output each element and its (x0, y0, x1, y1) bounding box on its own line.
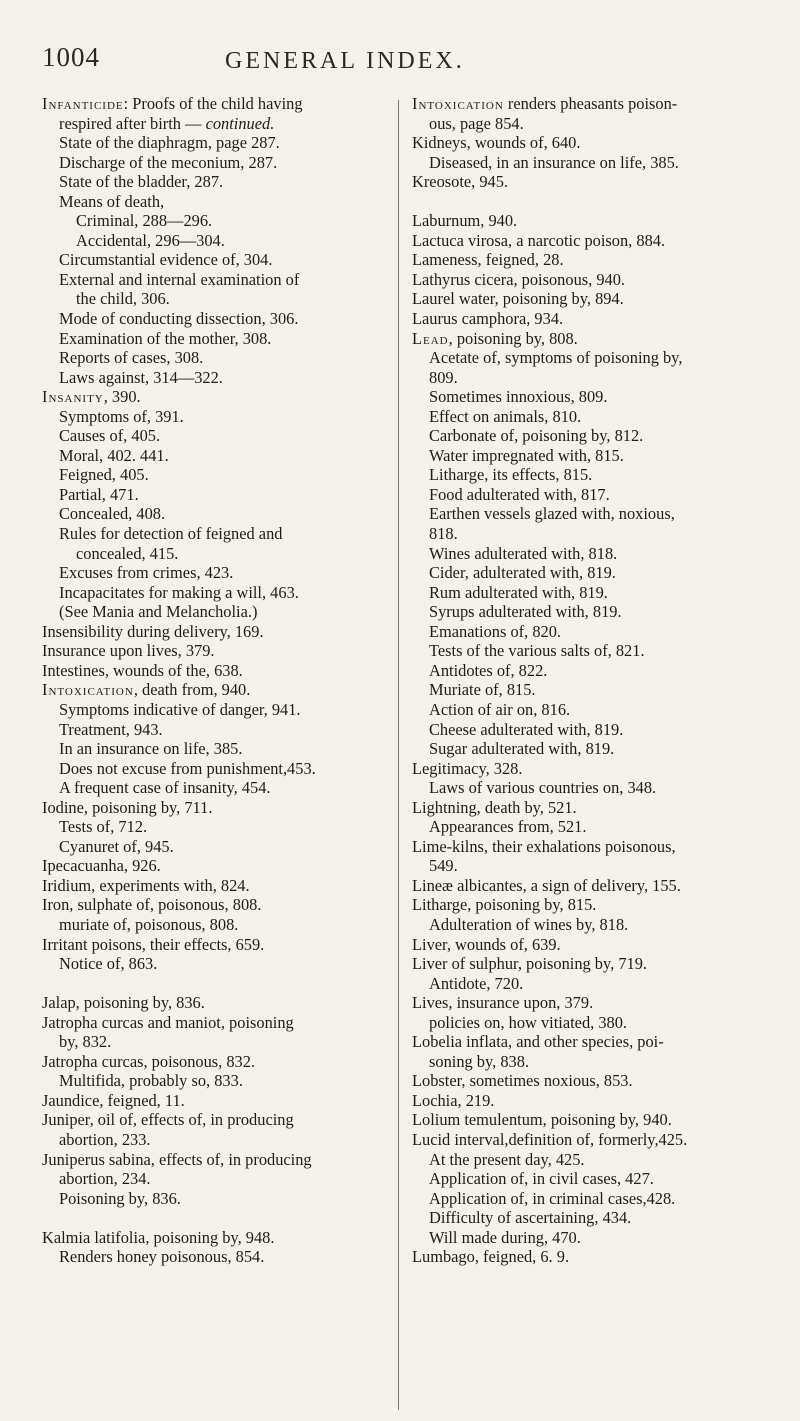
index-entry (42, 837, 388, 857)
index-entry (42, 661, 388, 681)
index-entry-text: Litharge, poisoning by, 815. (412, 895, 597, 915)
index-entry-text: Renders honey poisonous, 854. (59, 1247, 265, 1267)
index-entry-text: Laurel water, poisoning by, 894. (412, 289, 624, 309)
index-entry-text: Does not excuse from punishment,453. (59, 758, 316, 778)
index-entry (42, 544, 388, 564)
index-entry (42, 94, 388, 114)
index-entry-text: Sometimes innoxious, 809. (429, 387, 608, 407)
index-entry (412, 602, 782, 622)
index-entry (42, 563, 388, 583)
index-entry (42, 1169, 388, 1189)
index-entry-text: Laws of various countries on, 348. (429, 778, 657, 798)
index-entry (42, 876, 388, 896)
index-entry-text: Lolium temulentum, poisoning by, 940. (412, 1110, 672, 1130)
index-entry (412, 485, 782, 505)
index-entry (42, 387, 388, 407)
index-entry-text: Jatropha curcas and maniot, poisoning (42, 1012, 294, 1032)
index-entry (412, 1150, 782, 1170)
index-entry (412, 1228, 782, 1248)
index-entry-text: muriate of, poisonous, 808. (59, 914, 239, 934)
index-entry (42, 289, 388, 309)
index-entry (42, 954, 388, 974)
index-entry-text: policies on, how vitiated, 380. (429, 1012, 628, 1032)
index-entry-text: renders pheasants poison- (503, 94, 678, 113)
index-entry-text: Iron, sulphate of, poisonous, 808. (42, 895, 262, 915)
index-entry-text: , death from, 940. (133, 680, 251, 700)
index-entry-text: (See Mania and Melancholia.) (59, 602, 258, 622)
index-entry (42, 1052, 388, 1072)
index-entry (412, 211, 782, 231)
index-entry-text: Food adulterated with, 817. (429, 484, 610, 504)
index-entry (42, 192, 388, 212)
index-entry (42, 1071, 388, 1091)
index-entry-text: Tests of, 712. (59, 817, 148, 837)
index-entry-text: concealed, 415. (76, 543, 179, 563)
index-entry (412, 407, 782, 427)
index-entry-text: Lobster, sometimes noxious, 853. (412, 1071, 633, 1091)
index-entry (412, 1013, 782, 1033)
index-entry-text: Lime-kilns, their exhalations poisonous, (412, 836, 676, 856)
index-entry (42, 426, 388, 446)
index-entry (42, 935, 388, 955)
index-entry (412, 993, 782, 1013)
index-entry-text: abortion, 234. (59, 1169, 151, 1189)
index-entry-text: Litharge, its effects, 815. (429, 465, 593, 485)
index-entry (42, 133, 388, 153)
index-entry-text: Laburnum, 940. (412, 211, 518, 231)
index-entry (412, 1052, 782, 1072)
index-entry (42, 817, 388, 837)
index-entry-text: 818. (429, 524, 458, 544)
index-entry (412, 446, 782, 466)
index-entry-text: Cheese adulterated with, 819. (429, 719, 624, 739)
index-entry (42, 680, 388, 700)
index-entry-text: State of the diaphragm, page 287. (59, 133, 280, 153)
index-entry (42, 1150, 388, 1170)
index-entry (42, 368, 388, 388)
section-gap (412, 192, 782, 212)
index-entry-text: Insurance upon lives, 379. (42, 641, 215, 661)
index-heading: Intoxication (42, 680, 134, 700)
index-entry (42, 856, 388, 876)
index-entry-text: Carbonate of, poisoning by, 812. (429, 426, 644, 446)
index-entry (42, 465, 388, 485)
index-entry (412, 915, 782, 935)
index-entry (412, 368, 782, 388)
index-entry (42, 270, 388, 290)
index-entry (412, 661, 782, 681)
index-entry-text: Iridium, experiments with, 824. (42, 875, 250, 895)
index-entry-text: Kalmia latifolia, poisoning by, 948. (42, 1227, 275, 1247)
index-entry-text: Lathyrus cicera, poisonous, 940. (412, 269, 626, 289)
index-entry (42, 250, 388, 270)
index-entry (412, 1189, 782, 1209)
index-entry-text: Multifida, probably so, 833. (59, 1071, 243, 1091)
index-entry-text: Earthen vessels glazed with, noxious, (429, 504, 675, 524)
index-entry-text: Water impregnated with, 815. (429, 445, 624, 465)
index-entry-text: Acetate of, symptoms of poisoning by, (429, 348, 683, 368)
index-entry (412, 680, 782, 700)
index-entry (412, 622, 782, 642)
index-entry (42, 720, 388, 740)
index-entry-text: 809. (429, 367, 458, 387)
index-entry (412, 856, 782, 876)
index-entry (42, 602, 388, 622)
index-entry (412, 895, 782, 915)
index-entry (412, 544, 782, 564)
index-entry-text: Juniper, oil of, effects of, in producing (42, 1110, 294, 1130)
index-entry-text: Causes of, 405. (59, 426, 161, 446)
index-entry-text: Kidneys, wounds of, 640. (412, 133, 581, 153)
index-entry (42, 114, 388, 134)
index-entry (412, 720, 782, 740)
index-entry (42, 407, 388, 427)
index-entry (412, 94, 782, 114)
index-entry (412, 1169, 782, 1189)
index-entry (412, 954, 782, 974)
index-entry (412, 114, 782, 134)
index-entry-text: Rules for detection of feigned and (59, 524, 283, 544)
index-entry (412, 465, 782, 485)
index-entry (412, 387, 782, 407)
index-entry (412, 1091, 782, 1111)
index-entry (42, 641, 388, 661)
index-entry-text: , 390. (103, 387, 141, 407)
left-index-column (42, 94, 388, 1267)
index-entry-text: Kreosote, 945. (412, 172, 509, 192)
index-entry-text: Insensibility during delivery, 169. (42, 621, 264, 641)
index-entry-text: respired after birth — (59, 113, 206, 133)
index-entry-text: Discharge of the meconium, 287. (59, 152, 278, 172)
index-entry-text: State of the bladder, 287. (59, 172, 224, 192)
index-entry (412, 935, 782, 955)
index-entry (412, 153, 782, 173)
index-entry (42, 895, 388, 915)
index-entry (412, 1032, 782, 1052)
index-entry (42, 524, 388, 544)
index-entry (42, 1032, 388, 1052)
index-entry-text: Criminal, 288—296. (76, 211, 213, 231)
index-entry-text: Moral, 402. 441. (59, 445, 169, 465)
index-entry (412, 289, 782, 309)
index-entry-text: Legitimacy, 328. (412, 758, 523, 778)
index-entry (412, 270, 782, 290)
index-entry (412, 641, 782, 661)
index-entry-text: Lactuca virosa, a narcotic poison, 884. (412, 230, 666, 250)
page-header (0, 42, 800, 82)
index-entry (42, 622, 388, 642)
index-entry-text: External and internal examination of (59, 269, 300, 289)
index-entry-text: Mode of conducting dissection, 306. (59, 309, 299, 329)
index-entry-text: Juniperus sabina, effects of, in producing (42, 1149, 312, 1169)
index-entry (42, 583, 388, 603)
index-entry-text: Partial, 471. (59, 484, 139, 504)
index-entry-text: Treatment, 943. (59, 719, 163, 739)
index-entry-text: Circumstantial evidence of, 304. (59, 250, 273, 270)
index-entry (412, 231, 782, 251)
index-entry (42, 1091, 388, 1111)
index-entry-text: Poisoning by, 836. (59, 1188, 181, 1208)
index-entry-text: : Proofs of the child having (123, 94, 303, 113)
index-entry-text: Effect on animals, 810. (429, 406, 582, 426)
index-entry (42, 1013, 388, 1033)
index-entry-text: by, 832. (59, 1032, 112, 1052)
index-entry (42, 309, 388, 329)
index-entry-text: Laws against, 314—322. (59, 367, 223, 387)
index-entry-text: Antidotes of, 822. (429, 660, 548, 680)
index-entry-text: abortion, 233. (59, 1129, 151, 1149)
index-entry (412, 798, 782, 818)
index-entry (42, 172, 388, 192)
index-entry (42, 446, 388, 466)
index-entry (42, 915, 388, 935)
index-entry (42, 231, 388, 251)
index-entry (412, 583, 782, 603)
index-entry (42, 993, 388, 1013)
index-entry-text: Action of air on, 816. (429, 699, 571, 719)
column-divider (398, 100, 399, 1410)
index-entry-text: Symptoms of, 391. (59, 406, 184, 426)
index-entry (42, 1130, 388, 1150)
index-entry-text: Adulteration of wines by, 818. (429, 914, 629, 934)
index-entry (42, 211, 388, 231)
index-entry-text: Cider, adulterated with, 819. (429, 563, 616, 583)
index-entry-text: Jalap, poisoning by, 836. (42, 993, 205, 1013)
index-entry-text: Diseased, in an insurance on life, 385. (429, 152, 679, 172)
index-entry (42, 504, 388, 524)
index-entry-text: A frequent case of insanity, 454. (59, 778, 271, 798)
index-entry (412, 1071, 782, 1091)
index-entry-text: Syrups adulterated with, 819. (429, 602, 622, 622)
index-entry-text: Lobelia inflata, and other species, poi- (412, 1032, 664, 1052)
index-entry-text: At the present day, 425. (429, 1149, 585, 1169)
index-entry (412, 974, 782, 994)
index-entry-text: Iodine, poisoning by, 711. (42, 797, 213, 817)
index-entry (412, 504, 782, 524)
index-entry-text: In an insurance on life, 385. (59, 739, 243, 759)
index-entry-text: Muriate of, 815. (429, 680, 536, 700)
index-entry-text: Emanations of, 820. (429, 621, 562, 641)
index-entry-text: Jatropha curcas, poisonous, 832. (42, 1051, 256, 1071)
index-entry-text: Wines adulterated with, 818. (429, 543, 618, 563)
index-entry (412, 563, 782, 583)
index-entry-text: Concealed, 408. (59, 504, 166, 524)
index-entry-text: Incapacitates for making a will, 463. (59, 582, 299, 602)
index-entry-text: Symptoms indicative of danger, 941. (59, 699, 301, 719)
index-entry (412, 250, 782, 270)
index-heading: Infanticide (42, 94, 124, 113)
index-entry-text: Liver, wounds of, 639. (412, 934, 561, 954)
index-entry (42, 348, 388, 368)
index-entry-text: Lumbago, feigned, 6. 9. (412, 1247, 570, 1267)
index-entry (42, 153, 388, 173)
index-entry (42, 485, 388, 505)
index-entry (412, 1208, 782, 1228)
index-entry (412, 778, 782, 798)
index-entry (42, 739, 388, 759)
section-gap (42, 974, 388, 994)
index-entry (412, 172, 782, 192)
index-entry-text: Irritant poisons, their effects, 659. (42, 934, 265, 954)
index-entry (412, 309, 782, 329)
index-entry-text: Lives, insurance upon, 379. (412, 993, 594, 1013)
index-entry-text: Laurus camphora, 934. (412, 309, 564, 329)
index-entry-text: soning by, 838. (429, 1051, 530, 1071)
index-heading: Lead (412, 328, 449, 348)
index-entry-text: Cyanuret of, 945. (59, 836, 174, 856)
index-entry-text: Application of, in civil cases, 427. (429, 1169, 654, 1189)
index-entry (412, 876, 782, 896)
index-entry-text: Examination of the mother, 308. (59, 328, 272, 348)
index-entry-text: Lineæ albicantes, a sign of delivery, 155. (412, 875, 681, 895)
index-entry-text: Tests of the various salts of, 821. (429, 641, 645, 661)
index-entry-text: Difficulty of ascertaining, 434. (429, 1208, 632, 1228)
index-heading: Insanity (42, 387, 104, 407)
continued-note: continued. (205, 113, 275, 133)
index-entry (412, 329, 782, 349)
index-entry-text: Feigned, 405. (59, 465, 149, 485)
index-entry (412, 133, 782, 153)
index-entry-text: Lameness, feigned, 28. (412, 250, 564, 270)
index-entry (412, 348, 782, 368)
index-entry-text: Intestines, wounds of the, 638. (42, 660, 243, 680)
index-entry-text: Application of, in criminal cases,428. (429, 1188, 676, 1208)
index-entry-text: Sugar adulterated with, 819. (429, 739, 615, 759)
index-entry (412, 700, 782, 720)
index-entry (412, 426, 782, 446)
index-entry (42, 778, 388, 798)
index-entry (412, 1110, 782, 1130)
index-entry-text: Jaundice, feigned, 11. (42, 1090, 185, 1110)
index-entry (42, 329, 388, 349)
index-entry-text: , poisoning by, 808. (448, 328, 578, 348)
index-entry-text: Accidental, 296—304. (76, 230, 225, 250)
index-entry (42, 759, 388, 779)
index-entry-text: Liver of sulphur, poisoning by, 719. (412, 954, 648, 974)
index-entry (42, 1247, 388, 1267)
index-entry (412, 837, 782, 857)
right-index-column (412, 94, 782, 1267)
index-entry-text: Excuses from crimes, 423. (59, 563, 234, 583)
index-entry (42, 798, 388, 818)
index-entry-text: Means of death, (59, 191, 165, 211)
index-entry-text: Lochia, 219. (412, 1090, 495, 1110)
page-number: 1004 (42, 42, 100, 72)
section-gap (42, 1208, 388, 1228)
index-entry-text: ous, page 854. (429, 113, 524, 133)
index-entry (42, 1189, 388, 1209)
index-entry-text: the child, 306. (76, 289, 170, 309)
index-entry (42, 700, 388, 720)
index-entry (412, 739, 782, 759)
index-entry-text: Ipecacuanha, 926. (42, 856, 161, 876)
index-entry (412, 817, 782, 837)
index-heading: Intoxication (412, 94, 504, 113)
index-entry-text: Notice of, 863. (59, 954, 158, 974)
index-entry-text: Lightning, death by, 521. (412, 797, 577, 817)
index-entry-text: Reports of cases, 308. (59, 348, 204, 368)
index-entry-text: Antidote, 720. (429, 973, 524, 993)
index-entry (412, 1247, 782, 1267)
index-entry-text: Lucid interval,definition of, formerly,425. (412, 1129, 688, 1149)
index-entry-text: Rum adulterated with, 819. (429, 582, 608, 602)
index-entry-text: Appearances from, 521. (429, 817, 587, 837)
index-entry (412, 1130, 782, 1150)
running-head: GENERAL INDEX. (225, 48, 465, 74)
index-entry (42, 1110, 388, 1130)
index-entry-text: 549. (429, 856, 458, 876)
index-entry (412, 759, 782, 779)
index-entry (412, 524, 782, 544)
index-entry (42, 1228, 388, 1248)
index-entry-text: Will made during, 470. (429, 1227, 581, 1247)
